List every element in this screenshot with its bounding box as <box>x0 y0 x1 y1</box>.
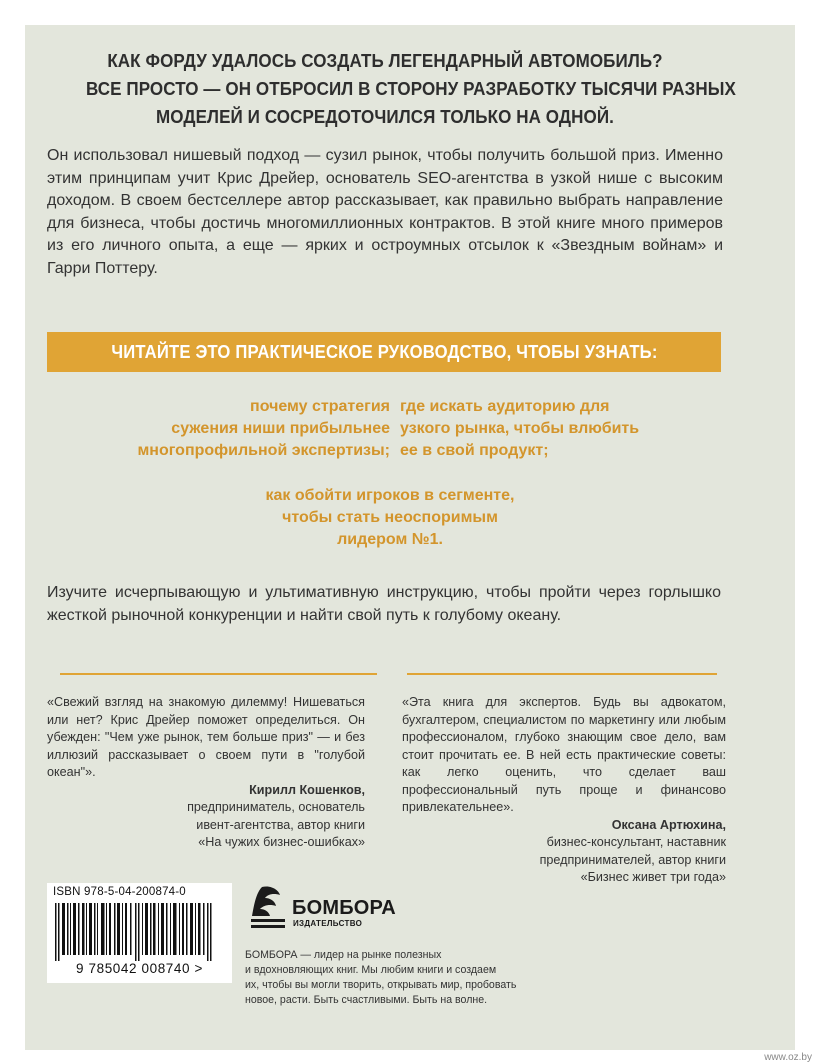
review-quote <box>47 694 365 852</box>
publisher-description-line: и вдохновляющих книг. Мы любим книги и создаем <box>245 964 497 976</box>
benefit-line: как обойти игроков в сегменте, <box>265 487 515 504</box>
publisher-description-line: их, чтобы вы могли творить, открывать мир, пробовать <box>245 979 517 991</box>
publisher-logo-name: БОМБОРА <box>292 897 396 919</box>
barcode-icon <box>55 903 225 961</box>
quote-author-role: «Бизнес живет три года» <box>580 870 726 884</box>
benefit-item <box>200 485 580 551</box>
benefit-line: лидером №1. <box>337 531 443 548</box>
benefit-line: почему стратегия <box>250 398 390 415</box>
publisher-description-line: БОМБОРА — лидер на рынке полезных <box>245 949 442 961</box>
benefit-line: чтобы стать неоспоримым <box>282 509 498 526</box>
bombora-wave-icon <box>248 883 288 931</box>
quote-text: «Эта книга для экспертов. Будь вы адвокатом, бухгалтером, специалистом по маркетингу или любым профессионалом, глубоко знающим свое дело, вам стоит прочитать ее. В ней есть практические советы: как легко оценить, что сделает ваш профессиональный путь проще и финансово привлекательнее». <box>402 695 726 814</box>
benefit-line: сужения ниши прибыльнее <box>171 420 390 437</box>
benefits-banner <box>47 332 721 372</box>
quote-author-role: ивент-агентства, автор книги <box>196 817 365 832</box>
intro-paragraph: Он использовал нишевый подход — сузил рынок, чтобы получить большой приз. Именно этим принципам учит Крис Дрейер, основатель SEO-агентства в узкой нише с высоким доходом. В своем бестселлере автор рассказывает, как правильно выбрать направление для бизнеса, чтобы достичь многомиллионных контрактов. В этой книге много примеров из его личного опыта, а еще — ярких и остроумных отсылок к «Звездным войнам» и Гарри Поттеру. <box>47 147 723 277</box>
headline-line: МОДЕЛЕЙ И СОСРЕДОТОЧИЛСЯ ТОЛЬКО НА ОДНОЙ. <box>156 106 614 127</box>
barcode-number: 9 785042 008740 > <box>76 961 203 976</box>
headline <box>86 47 736 131</box>
publisher-logo-sub: ИЗДАТЕЛЬСТВО <box>293 919 363 928</box>
quote-author: Оксана Артюхина, <box>611 817 726 832</box>
benefit-line: где искать аудиторию для <box>400 398 610 415</box>
quote-divider <box>407 673 717 675</box>
benefit-item <box>400 396 720 462</box>
benefit-line: многопрофильной экспертизы; <box>137 442 390 459</box>
benefit-line: узкого рынка, чтобы влюбить <box>400 420 640 437</box>
publisher-description <box>245 948 530 1008</box>
review-quote <box>402 694 726 887</box>
publisher-logo <box>248 883 428 943</box>
quote-text: «Свежий взгляд на знакомую дилемму! Нишеваться или нет? Крис Дрейер поможет определиться. Он убежден: "Чем уже рынок, тем больше приз" — и без иллюзий рассказывает о своем пути в "голубой океан"». <box>47 695 365 779</box>
quote-author-role: «На чужих бизнес-ошибках» <box>198 835 365 849</box>
outro-paragraph: Изучите исчерпывающую и ультимативную инструкцию, чтобы пройти через горлышко жесткой рыночной конкуренции и найти свой путь к голубому океану. <box>47 584 721 624</box>
quote-author-role: предприниматель, основатель <box>187 800 365 814</box>
isbn-barcode-box <box>47 883 232 983</box>
banner-text: ЧИТАЙТЕ ЭТО ПРАКТИЧЕСКОЕ РУКОВОДСТВО, ЧТОБЫ УЗНАТЬ: <box>110 341 658 362</box>
benefit-line: ее в свой продукт; <box>400 442 549 459</box>
quote-author: Кирилл Кошенков, <box>249 782 365 797</box>
publisher-description-line: новое, расти. Быть счастливыми. Быть на волне. <box>245 994 488 1006</box>
quote-author-role: бизнес-консультант, наставник <box>546 835 726 849</box>
headline-line: ВСЕ ПРОСТО — ОН ОТБРОСИЛ В СТОРОНУ РАЗРАБОТКУ ТЫСЯЧИ РАЗНЫХ <box>86 78 736 99</box>
headline-line: КАК ФОРДУ УДАЛОСЬ СОЗДАТЬ ЛЕГЕНДАРНЫЙ АВТОМОБИЛЬ? <box>107 50 663 71</box>
isbn-label: ISBN 978-5-04-200874-0 <box>53 886 186 898</box>
quote-author-role: предпринимателей, автор книги <box>539 852 726 867</box>
watermark: www.oz.by <box>764 1052 812 1063</box>
benefit-item <box>90 396 390 462</box>
quote-divider <box>60 673 377 675</box>
